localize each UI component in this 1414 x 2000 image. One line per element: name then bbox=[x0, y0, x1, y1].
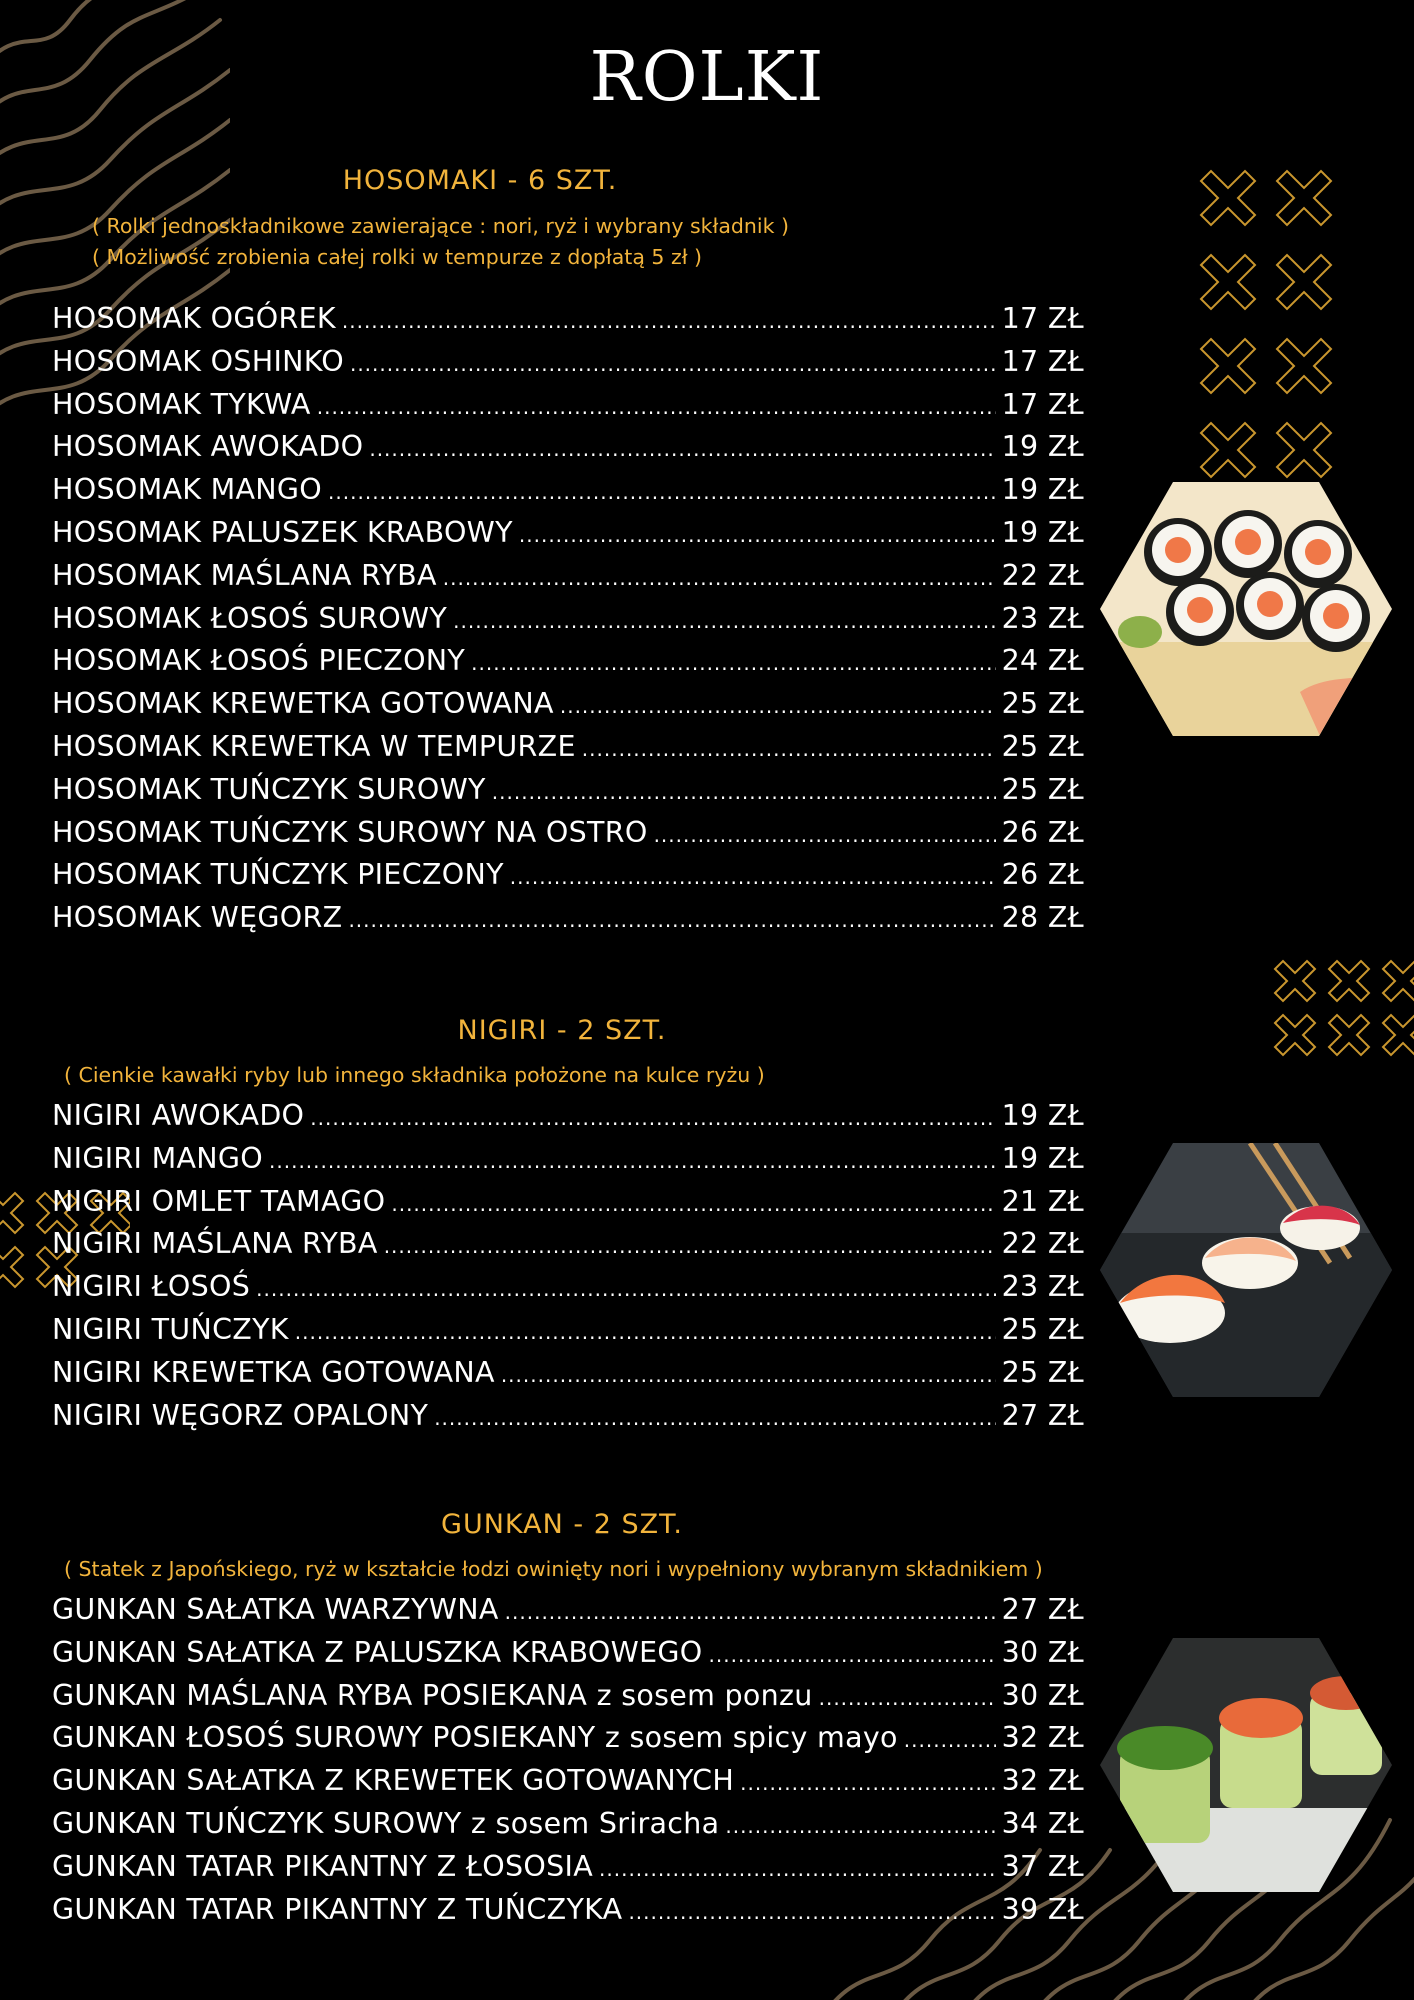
section-title-gunkan: GUNKAN - 2 SZT. bbox=[441, 1509, 683, 1540]
menu-item bbox=[52, 1893, 1084, 1936]
dot-leader bbox=[519, 523, 996, 547]
dot-leader bbox=[471, 651, 995, 675]
dot-leader bbox=[510, 865, 996, 889]
dot-leader bbox=[582, 737, 996, 761]
menu-item-name: HOSOMAK WĘGORZ bbox=[52, 901, 343, 935]
menu-item-price: 39 ZŁ bbox=[1001, 1892, 1084, 1926]
menu-item-name: HOSOMAK TUŃCZYK PIECZONY bbox=[52, 858, 504, 892]
menu-list-nigiri bbox=[52, 1099, 1084, 1441]
menu-item-price: 37 ZŁ bbox=[1001, 1849, 1084, 1883]
menu-item-price: 19 ZŁ bbox=[1001, 515, 1084, 549]
menu-item-price: 32 ZŁ bbox=[1001, 1764, 1084, 1798]
menu-item bbox=[52, 1679, 1084, 1722]
cross-pattern-right-middle bbox=[1272, 958, 1414, 1058]
menu-item bbox=[52, 1270, 1084, 1313]
menu-item-name: GUNKAN SAŁATKA Z PALUSZKA KRABOWEGO bbox=[52, 1635, 703, 1669]
menu-item bbox=[52, 1099, 1084, 1142]
menu-item bbox=[52, 1764, 1084, 1807]
menu-item-name: HOSOMAK ŁOSOŚ SUROWY bbox=[52, 601, 448, 635]
menu-item bbox=[52, 388, 1084, 431]
menu-item-name: GUNKAN TATAR PIKANTNY Z TUŃCZYKA bbox=[52, 1892, 623, 1926]
menu-item bbox=[52, 1593, 1084, 1636]
dot-leader bbox=[709, 1643, 996, 1667]
dot-leader bbox=[492, 780, 996, 804]
menu-item bbox=[52, 473, 1084, 516]
menu-item-price: 25 ZŁ bbox=[1001, 729, 1084, 763]
menu-item-price: 25 ZŁ bbox=[1001, 1312, 1084, 1346]
menu-item-name: NIGIRI ŁOSOŚ bbox=[52, 1270, 251, 1304]
menu-item-name: HOSOMAK TUŃCZYK SUROWY bbox=[52, 772, 486, 806]
menu-item-price: 23 ZŁ bbox=[1001, 601, 1084, 635]
menu-item-price: 19 ZŁ bbox=[1001, 1099, 1084, 1132]
menu-item bbox=[52, 1356, 1084, 1399]
menu-item-name: NIGIRI MAŚLANA RYBA bbox=[52, 1227, 378, 1261]
menu-item-name: HOSOMAK PALUSZEK KRABOWY bbox=[52, 515, 513, 549]
dot-leader bbox=[740, 1771, 996, 1795]
menu-item bbox=[52, 1399, 1084, 1442]
dot-leader bbox=[443, 566, 996, 590]
menu-item-name: NIGIRI WĘGORZ OPALONY bbox=[52, 1398, 429, 1432]
section-note-gunkan: ( Statek z Japońskiego, ryż w kształcie łodzi owinięty nori i wypełniony wybranym składnikiem ) bbox=[64, 1557, 1043, 1581]
menu-item-price: 25 ZŁ bbox=[1001, 687, 1084, 721]
dot-leader bbox=[453, 609, 996, 633]
menu-item-name: HOSOMAK KREWETKA W TEMPURZE bbox=[52, 729, 576, 763]
menu-list-hosomaki bbox=[52, 302, 1084, 944]
section-note-hosomaki-2: ( Możliwość zrobienia całej rolki w tempurze z dopłatą 5 zł ) bbox=[92, 245, 703, 269]
menu-item-price: 32 ZŁ bbox=[1001, 1721, 1084, 1755]
dot-leader bbox=[342, 309, 996, 333]
dot-leader bbox=[256, 1277, 995, 1301]
menu-item-price: 21 ZŁ bbox=[1001, 1184, 1084, 1218]
menu-item bbox=[52, 773, 1084, 816]
menu-item bbox=[52, 1185, 1084, 1228]
dot-leader bbox=[369, 437, 995, 461]
menu-item-price: 26 ZŁ bbox=[1001, 815, 1084, 849]
menu-item bbox=[52, 345, 1084, 388]
menu-item bbox=[52, 901, 1084, 944]
menu-item-price: 25 ZŁ bbox=[1001, 772, 1084, 806]
section-title-nigiri: NIGIRI - 2 SZT. bbox=[457, 1015, 667, 1046]
menu-item-price: 17 ZŁ bbox=[1001, 387, 1084, 421]
menu-item bbox=[52, 302, 1084, 345]
menu-item-name: HOSOMAK MANGO bbox=[52, 473, 323, 507]
menu-item bbox=[52, 1142, 1084, 1185]
menu-item-price: 22 ZŁ bbox=[1001, 558, 1084, 592]
dot-leader bbox=[628, 1900, 995, 1924]
dot-leader bbox=[348, 908, 995, 932]
menu-item bbox=[52, 1636, 1084, 1679]
dot-leader bbox=[560, 694, 996, 718]
menu-item-name: NIGIRI OMLET TAMAGO bbox=[52, 1184, 386, 1218]
menu-item bbox=[52, 1227, 1084, 1270]
menu-item-name: HOSOMAK MAŚLANA RYBA bbox=[52, 558, 437, 592]
menu-item-price: 17 ZŁ bbox=[1001, 302, 1084, 335]
menu-item-price: 27 ZŁ bbox=[1001, 1593, 1084, 1626]
menu-item-name: HOSOMAK TYKWA bbox=[52, 387, 311, 421]
section-note-hosomaki-1: ( Rolki jednoskładnikowe zawierające : nori, ryż i wybrany składnik ) bbox=[92, 214, 790, 238]
menu-item-name: HOSOMAK OSHINKO bbox=[52, 344, 344, 378]
menu-item bbox=[52, 516, 1084, 559]
menu-item bbox=[52, 687, 1084, 730]
dot-leader bbox=[350, 352, 996, 376]
dot-leader bbox=[501, 1363, 996, 1387]
menu-item-name: HOSOMAK TUŃCZYK SUROWY NA OSTRO bbox=[52, 815, 648, 849]
menu-item bbox=[52, 602, 1084, 645]
menu-item-price: 19 ZŁ bbox=[1001, 430, 1084, 464]
dot-leader bbox=[434, 1406, 995, 1430]
cross-pattern-right-top bbox=[1196, 166, 1346, 486]
menu-item bbox=[52, 858, 1084, 901]
menu-item-price: 34 ZŁ bbox=[1001, 1806, 1084, 1840]
dot-leader bbox=[317, 395, 996, 419]
page-title: ROLKI bbox=[589, 38, 825, 117]
dot-leader bbox=[391, 1192, 995, 1216]
menu-item-price: 27 ZŁ bbox=[1001, 1398, 1084, 1432]
menu-item-price: 30 ZŁ bbox=[1001, 1635, 1084, 1669]
menu-item-name: GUNKAN ŁOSOŚ SUROWY POSIEKANY z sosem spicy mayo bbox=[52, 1721, 898, 1755]
menu-item-price: 25 ZŁ bbox=[1001, 1355, 1084, 1389]
dot-leader bbox=[384, 1234, 996, 1258]
dot-leader bbox=[819, 1686, 996, 1710]
dot-leader bbox=[599, 1857, 996, 1881]
menu-list-gunkan bbox=[52, 1593, 1084, 1935]
menu-item bbox=[52, 1313, 1084, 1356]
menu-item-name: GUNKAN MAŚLANA RYBA POSIEKANA z sosem ponzu bbox=[52, 1678, 813, 1712]
menu-item-price: 22 ZŁ bbox=[1001, 1227, 1084, 1261]
menu-item bbox=[52, 1721, 1084, 1764]
menu-item-price: 24 ZŁ bbox=[1001, 644, 1084, 678]
menu-item-name: GUNKAN TATAR PIKANTNY Z ŁOSOSIA bbox=[52, 1849, 594, 1883]
menu-item bbox=[52, 730, 1084, 773]
menu-item-name: GUNKAN SAŁATKA Z KREWETEK GOTOWANYCH bbox=[52, 1764, 735, 1798]
menu-item-name: HOSOMAK AWOKADO bbox=[52, 430, 364, 464]
dot-leader bbox=[328, 480, 996, 504]
menu-item-price: 28 ZŁ bbox=[1001, 901, 1084, 935]
menu-item-name: NIGIRI KREWETKA GOTOWANA bbox=[52, 1355, 495, 1389]
menu-item bbox=[52, 816, 1084, 859]
menu-item-name: HOSOMAK KREWETKA GOTOWANA bbox=[52, 687, 554, 721]
dot-leader bbox=[310, 1106, 995, 1130]
menu-item-name: NIGIRI TUŃCZYK bbox=[52, 1312, 289, 1346]
menu-item bbox=[52, 559, 1084, 602]
dot-leader bbox=[295, 1320, 996, 1344]
dot-leader bbox=[654, 823, 996, 847]
hosomaki-photo bbox=[1100, 482, 1392, 736]
menu-item-price: 23 ZŁ bbox=[1001, 1270, 1084, 1304]
menu-item-name: NIGIRI MANGO bbox=[52, 1141, 264, 1175]
menu-item-name: HOSOMAK OGÓREK bbox=[52, 302, 336, 335]
menu-item bbox=[52, 1807, 1084, 1850]
menu-item-name: GUNKAN TUŃCZYK SUROWY z sosem Sriracha bbox=[52, 1806, 720, 1840]
menu-item-price: 19 ZŁ bbox=[1001, 473, 1084, 507]
section-note-nigiri: ( Cienkie kawałki ryby lub innego składnika położone na kulce ryżu ) bbox=[64, 1063, 765, 1087]
menu-item-price: 17 ZŁ bbox=[1001, 344, 1084, 378]
menu-item bbox=[52, 644, 1084, 687]
dot-leader bbox=[904, 1728, 996, 1752]
section-title-hosomaki: HOSOMAKI - 6 SZT. bbox=[342, 165, 618, 196]
dot-leader bbox=[725, 1814, 995, 1838]
menu-item-price: 19 ZŁ bbox=[1001, 1141, 1084, 1175]
menu-item-price: 30 ZŁ bbox=[1001, 1678, 1084, 1712]
dot-leader bbox=[505, 1600, 996, 1624]
nigiri-photo bbox=[1100, 1143, 1392, 1397]
menu-item bbox=[52, 430, 1084, 473]
menu-item-name: HOSOMAK ŁOSOŚ PIECZONY bbox=[52, 644, 466, 678]
dot-leader bbox=[269, 1149, 996, 1173]
menu-item-name: GUNKAN SAŁATKA WARZYWNA bbox=[52, 1593, 499, 1626]
menu-item-price: 26 ZŁ bbox=[1001, 858, 1084, 892]
menu-item-name: NIGIRI AWOKADO bbox=[52, 1099, 305, 1132]
menu-item bbox=[52, 1850, 1084, 1893]
